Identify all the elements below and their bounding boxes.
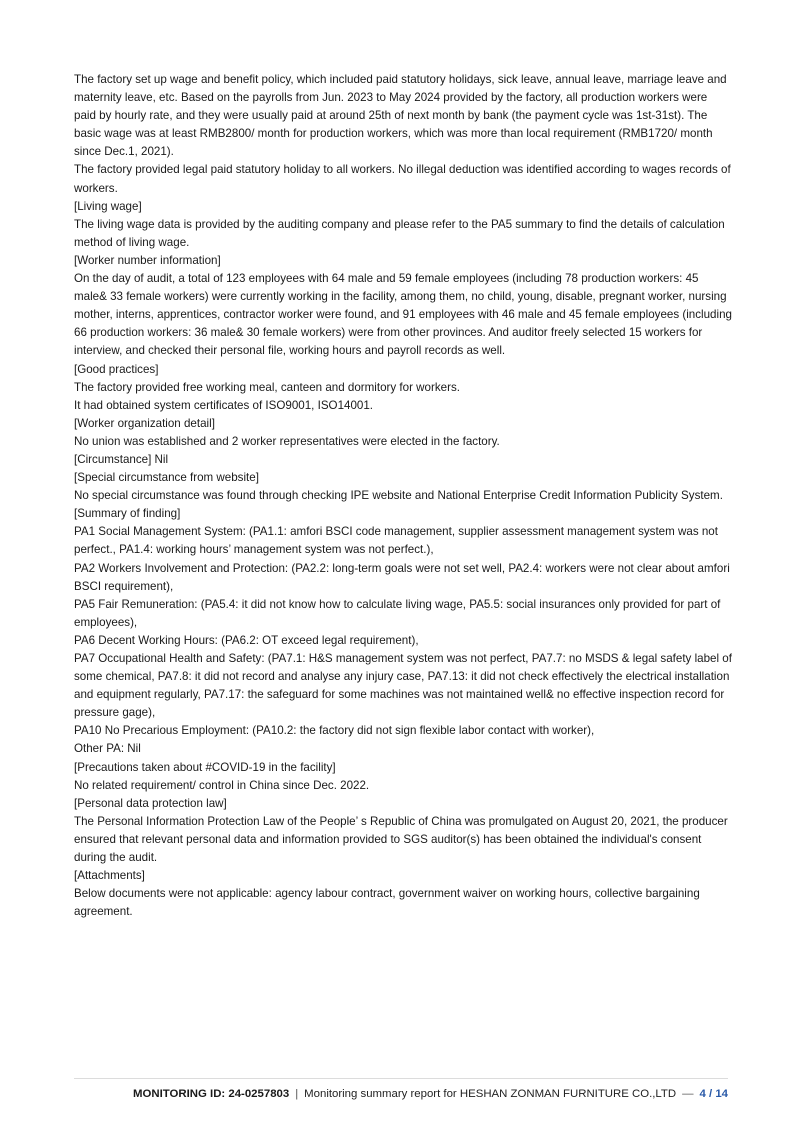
paragraph-personal-data: The Personal Information Protection Law of the People’ s Republic of China was promulgated on August 20, 2021, the producer ensured that relevant personal data and information provided to SGS auditor(s) has been obtained the individual's consent during the audit. bbox=[74, 814, 728, 865]
footer-dash: — bbox=[682, 1088, 694, 1100]
heading-covid-precautions: [Precautions taken about #COVID-19 in the facility] bbox=[74, 760, 336, 774]
finding-pa10: PA10 No Precarious Employment: (PA10.2: the factory did not sign flexible labor contact with worker), bbox=[74, 724, 595, 738]
heading-attachments: [Attachments] bbox=[74, 869, 145, 883]
finding-other-pa: Other PA: Nil bbox=[74, 742, 141, 756]
page-footer bbox=[74, 1078, 728, 1101]
footer-separator: | bbox=[295, 1088, 299, 1100]
paragraph-statutory-holiday: The factory provided legal paid statutory holiday to all workers. No illegal deduction was identified according to wages records of workers. bbox=[74, 163, 731, 195]
paragraph-worker-number: On the day of audit, a total of 123 employees with 64 male and 59 female employees (including 78 production workers: 45 male& 33 female workers) were currently working in the facility, among them, no child, young, disable, pregnant worker, nursing mother, interns, apprentices, contractor worker were found, and 91 employees with 46 male and 45 female employees (including 66 production workers: 36 male& 30 female workers) were from other provinces. And auditor freely selected 15 workers for interview, and checked their personal file, working hours and payroll records as well. bbox=[74, 272, 732, 358]
paragraph-good-practices-meal: The factory provided free working meal, canteen and dormitory for workers. bbox=[74, 380, 460, 394]
heading-living-wage: [Living wage] bbox=[74, 199, 142, 213]
heading-worker-organization: [Worker organization detail] bbox=[74, 416, 215, 430]
paragraph-covid-precautions: No related requirement/ control in China since Dec. 2022. bbox=[74, 778, 370, 792]
heading-special-circumstance: [Special circumstance from website] bbox=[74, 471, 259, 485]
heading-worker-number: [Worker number information] bbox=[74, 253, 221, 267]
paragraph-special-circumstance: No special circumstance was found through checking IPE website and National Enterprise Credit Information Publicity System. bbox=[74, 489, 723, 503]
heading-summary-of-finding: [Summary of finding] bbox=[74, 507, 181, 521]
page-number: 4 / 14 bbox=[699, 1088, 728, 1100]
paragraph-living-wage: The living wage data is provided by the auditing company and please refer to the PA5 summary to find the details of calculation method of living wage. bbox=[74, 217, 725, 249]
monitoring-id: MONITORING ID: 24-0257803 bbox=[133, 1088, 290, 1100]
heading-personal-data: [Personal data protection law] bbox=[74, 796, 227, 810]
report-title: Monitoring summary report for HESHAN ZONMAN FURNITURE CO.,LTD bbox=[304, 1088, 677, 1100]
finding-pa6: PA6 Decent Working Hours: (PA6.2: OT exceed legal requirement), bbox=[74, 633, 419, 647]
finding-pa5: PA5 Fair Remuneration: (PA5.4: it did not know how to calculate living wage, PA5.5: social insurances only provided for part of employees), bbox=[74, 597, 721, 629]
heading-circumstance: [Circumstance] Nil bbox=[74, 452, 169, 466]
document-body bbox=[74, 71, 732, 921]
paragraph-wage-policy: The factory set up wage and benefit policy, which included paid statutory holidays, sick leave, annual leave, marriage leave and maternity leave, etc. Based on the payrolls from Jun. 2023 to May 2024 provided by the factory, all production workers were paid by hourly rate, and they were usually paid at around 25th of next month by bank (the payment cycle was 1st-31st). The basic wage was at least RMB2800/ month for production workers, which was more than local requirement (RMB1720/ month since Dec.1, 2021). bbox=[74, 73, 727, 159]
paragraph-attachments: Below documents were not applicable: agency labour contract, government waiver on working hours, collective bargaining agreement. bbox=[74, 887, 700, 919]
finding-pa2: PA2 Workers Involvement and Protection: (PA2.2: long-term goals were not set well, PA2.4: workers were not clear about amfori BSCI requirement), bbox=[74, 561, 730, 593]
heading-good-practices: [Good practices] bbox=[74, 362, 159, 376]
paragraph-good-practices-iso: It had obtained system certificates of ISO9001, ISO14001. bbox=[74, 398, 374, 412]
finding-pa1: PA1 Social Management System: (PA1.1: amfori BSCI code management, supplier assessment management system was not perfect., PA1.4: working hours’ management system was not perfect.), bbox=[74, 525, 718, 557]
paragraph-worker-organization: No union was established and 2 worker representatives were elected in the factory. bbox=[74, 434, 500, 448]
finding-pa7: PA7 Occupational Health and Safety: (PA7.1: H&S management system was not perfect, PA7.7: no MSDS & legal safety label of some chemical, PA7.8: it did not record and analyse any injury case, PA7.13: it did not check effectively the electrical installation and equipment regularly, PA7.17: the safeguard for some machines was not maintained well& no effective inspection record for pressure gage), bbox=[74, 652, 732, 720]
